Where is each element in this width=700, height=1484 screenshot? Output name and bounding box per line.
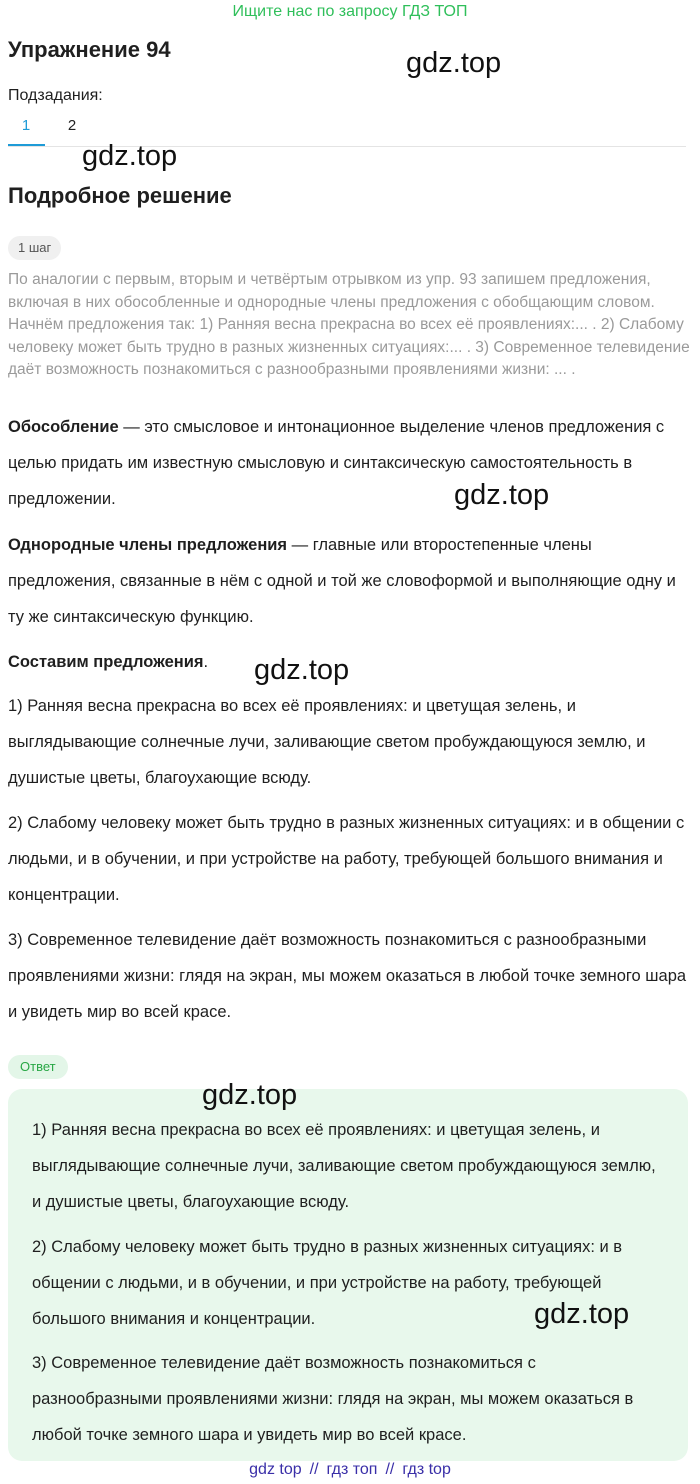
subtask-tab-1[interactable]: 1 [21,117,31,134]
footer-links [0,1459,700,1481]
watermark: gdz.top [82,140,178,172]
answer-badge: Ответ [8,1055,68,1079]
watermark: gdz.top [534,1298,630,1330]
definition-text: — главные или второстепенные члены предложения, связанные в нём с одной и той же словоформой и выполняющие одну и ту же синтаксическую функцию. [8,536,676,626]
definition-term: Однородные члены предложения [8,536,288,554]
solution-sentence-2: 2) Слабому человеку может быть трудно в разных жизненных ситуациях: и в общении с людьми, и в обучении, и при устройстве на работу, требующей большого внимания и концентрации. [8,814,685,904]
solution-hint: По аналогии с первым, вторым и четвёртым отрывком из упр. 93 запишем предложения, включая в них обособленные и однородные члены предложения с обобщающим словом. Начнём предложения так: 1) Ранняя весна прекрасна во всех её проявлениях:... . 2) Слабому человеку может быть трудно в разных жизненных ситуациях:... . 3) Современное телевидение даёт возможность познакомиться с разнообразными проявлениями жизни: ... . [8,271,690,378]
solution-sentence-1: 1) Ранняя весна прекрасна во всех её проявлениях: и цветущая зелень, и выглядывающие солнечные лучи, заливающие светом пробуждающуюся землю, и душистые цветы, благоухающие всюду. [8,697,646,787]
definition-isolation [8,409,690,517]
definition-text: — это смысловое и интонационное выделение членов предложения с целью придать им известную смысловую и синтаксическую самостоятельность в предложении. [8,418,665,508]
page-title: Упражнение 94 [8,37,171,62]
footer-link[interactable]: гдз топ [326,1461,378,1478]
watermark: gdz.top [254,654,350,686]
footer-separator: // [385,1461,395,1478]
footer-separator: // [309,1461,319,1478]
definition-term: Обособление [8,418,119,436]
compose-label: Составим предложения [8,653,204,671]
subtasks-label: Подзадания: [8,87,103,104]
definition-homogeneous [8,527,690,635]
answer-sentence-2: 2) Слабому человеку может быть трудно в разных жизненных ситуациях: и в общении с людьми, и в обучении, и при устройстве на работу, требующей большого внимания и концентрации. [32,1238,623,1328]
subtask-tab-2[interactable]: 2 [67,117,77,134]
answer-sentence-1: 1) Ранняя весна прекрасна во всех её проявлениях: и цветущая зелень, и выглядывающие солнечные лучи, заливающие светом пробуждающуюся землю, и душистые цветы, благоухающие всюду. [32,1121,656,1211]
answer-sentence-3: 3) Современное телевидение даёт возможность познакомиться с разнообразными проявлениями жизни: глядя на экран, мы можем оказаться в любой точке земного шара и увидеть мир во всей красе. [32,1354,634,1444]
compose-dot: . [203,653,209,671]
solution-title: Подробное решение [8,183,232,208]
step-badge: 1 шаг [8,236,61,260]
footer-link[interactable]: gdz top [249,1461,302,1478]
search-banner[interactable]: Ищите нас по запросу ГДЗ ТОП [232,3,468,20]
solution-sentence-3: 3) Современное телевидение даёт возможность познакомиться с разнообразными проявлениями жизни: глядя на экран, мы можем оказаться в любой точке земного шара и увидеть мир во всей красе. [8,931,687,1021]
watermark: gdz.top [406,47,502,79]
footer-link[interactable]: гдз top [402,1461,451,1478]
watermark: gdz.top [202,1079,298,1111]
watermark: gdz.top [454,479,550,511]
